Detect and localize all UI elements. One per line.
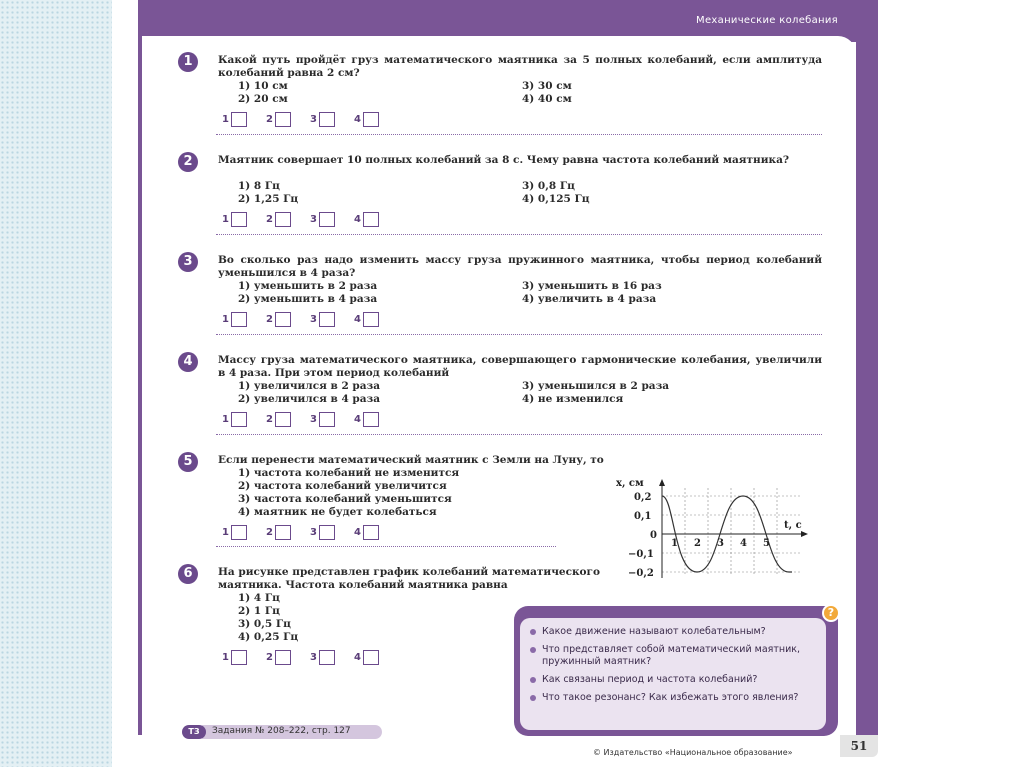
publisher-credit: © Издательство «Национальное образование» <box>593 748 793 757</box>
question-text: Во сколько раз надо изменить массу груза пружинного маятника, чтобы период колебаний уменьшился в 4 раза? <box>218 254 822 279</box>
x-axis-label: t, с <box>784 520 802 531</box>
question-number: 6 <box>178 564 198 584</box>
bullet-icon <box>530 677 536 683</box>
option-1: 1) увеличился в 2 раза <box>238 380 381 392</box>
bullet-icon <box>530 629 536 635</box>
question-text: Если перенести математический маятник с Земли на Луну, то <box>218 454 604 466</box>
bullet-icon <box>530 695 536 701</box>
answer-checkbox[interactable] <box>275 312 291 327</box>
y-tick-label: −0,2 <box>628 568 654 579</box>
review-question: Что представляет собой математический маятник, пружинный маятник? <box>542 644 822 668</box>
option-2: 2) 20 см <box>238 93 288 105</box>
answer-checkbox[interactable] <box>363 650 379 665</box>
option-1: 1) частота колебаний не изменится <box>238 467 460 479</box>
question-divider <box>216 334 822 335</box>
option-1: 1) 4 Гц <box>238 592 280 604</box>
y-tick-label: 0,1 <box>634 511 652 522</box>
question-number: 4 <box>178 352 198 372</box>
workbook-page <box>138 0 878 767</box>
answer-checkbox[interactable] <box>319 650 335 665</box>
x-axis-arrow <box>801 531 808 537</box>
option-3: 3) уменьшился в 2 раза <box>522 380 670 392</box>
option-1: 1) 8 Гц <box>238 180 280 192</box>
question-divider <box>216 234 822 235</box>
x-tick-label: 2 <box>694 538 701 549</box>
question-text: Маятник совершает 10 полных колебаний за 8 с. Чему равна частота колебаний маятника? <box>218 154 790 166</box>
tasks-badge: ТЗ <box>182 725 206 739</box>
review-questions-panel <box>514 606 838 736</box>
page-content: 1 Какой путь пройдёт груз математического маятника за 5 полных колебаний, если амплитуда колебаний равна 2 см? 1) 10 см 2) 20 см 3) 30 см 4) 40 см 1 2 3 4 2 Маятник совершает 10 полных колебаний за 8 с. Чему равна частота колебаний маятника? 1) 8 Гц 2) 1,25 Гц 3) 0,8 Гц 4) 0,125 Гц 1 2 3 4 3 Во сколько раз надо изменить массу груза пружинного маятника, чтобы период колебаний уменьшился в 4 раза? 1) уменьшить в 2 раза 2) уменьшить в 4 раза 3) уменьшить в 16 раз 4) увеличить в 4 раза 1 2 3 4 4 Массу груза математического маятника, совершающего гармонические колебания, увеличили в 4 раза. При этом период колебаний 1) увеличился в 2 раза 2) увеличился в 4 раза 3) уменьшился в 2 раза 4) не изменился 1 2 3 4 5 Если перенести математический маятник с Земли на Луну, то 1) частота колебаний не изменится 2) частота колебаний увеличится 3) частота колебаний уменьшится 4) маятник не будет колебаться 1 2 3 4 6 На рисунке представлен график колебаний математического маятника. Частота колебаний маятника равна 1) 4 Гц 2) 1 Гц 3) 0,5 Гц 4) 0,25 Гц 1 2 3 4 x, см t, с 0,2 0,1 0 −0,1 −0,2 1 2 3 4 5 ? Какое движение называют колебательным? Что представляет собой математический маятник, пружинный маятник? Как связаны период и частота колебаний? Что такое резонанс? Как избежать этого явления? ТЗ Задания № 208–222, стр. 127 <box>142 36 856 735</box>
graph-grid <box>662 488 802 576</box>
option-2: 2) уменьшить в 4 раза <box>238 293 378 305</box>
option-4: 4) маятник не будет колебаться <box>238 506 437 518</box>
y-tick-label: −0,1 <box>628 549 654 560</box>
x-tick-label: 1 <box>671 538 678 549</box>
answer-checkbox[interactable] <box>231 312 247 327</box>
option-4: 4) 0,25 Гц <box>238 631 299 643</box>
page-frame-right <box>856 0 878 735</box>
answer-checkbox[interactable] <box>319 525 335 540</box>
answer-checkbox[interactable] <box>275 412 291 427</box>
option-1: 1) 10 см <box>238 80 288 92</box>
answer-checkbox[interactable] <box>319 412 335 427</box>
answer-checkbox[interactable] <box>275 525 291 540</box>
option-2: 2) 1,25 Гц <box>238 193 299 205</box>
page-number: 51 <box>840 735 878 757</box>
page-header-title: Механические колебания <box>696 15 838 26</box>
question-divider <box>216 546 556 547</box>
option-4: 4) увеличить в 4 раза <box>522 293 657 305</box>
oscillation-graph <box>612 476 812 591</box>
option-1: 1) уменьшить в 2 раза <box>238 280 378 292</box>
option-4: 4) не изменился <box>522 393 624 405</box>
y-axis-label: x, см <box>616 478 644 489</box>
question-text: Массу груза математического маятника, совершающего гармонические колебания, увеличили в 4 раза. При этом период колебаний <box>218 354 822 379</box>
answer-checkbox[interactable] <box>319 212 335 227</box>
answer-checkbox[interactable] <box>275 650 291 665</box>
question-mark-icon: ? <box>822 604 840 622</box>
decorative-background-strip <box>0 0 112 767</box>
option-4: 4) 0,125 Гц <box>522 193 590 205</box>
question-number: 2 <box>178 152 198 172</box>
x-tick-label: 3 <box>717 538 724 549</box>
answer-checkbox[interactable] <box>231 525 247 540</box>
review-question: Какое движение называют колебательным? <box>542 626 822 638</box>
option-2: 2) частота колебаний увеличится <box>238 480 447 492</box>
option-3: 3) 0,5 Гц <box>238 618 291 630</box>
question-number: 3 <box>178 252 198 272</box>
option-3: 3) частота колебаний уменьшится <box>238 493 452 505</box>
option-2: 2) увеличился в 4 раза <box>238 393 381 405</box>
answer-checkbox[interactable] <box>363 412 379 427</box>
option-4: 4) 40 см <box>522 93 572 105</box>
answer-checkbox[interactable] <box>363 212 379 227</box>
question-number: 5 <box>178 452 198 472</box>
answer-checkbox[interactable] <box>363 525 379 540</box>
answer-checkbox[interactable] <box>319 112 335 127</box>
question-text: На рисунке представлен график колебаний математического маятника. Частота колебаний маятника равна <box>218 566 600 591</box>
review-question: Как связаны период и частота колебаний? <box>542 674 822 686</box>
y-axis-arrow <box>659 479 665 486</box>
question-number: 1 <box>178 52 198 72</box>
question-divider <box>216 434 822 435</box>
answer-checkbox[interactable] <box>231 412 247 427</box>
x-tick-label: 4 <box>740 538 747 549</box>
x-tick-label: 5 <box>763 538 770 549</box>
option-2: 2) 1 Гц <box>238 605 280 617</box>
answer-checkbox[interactable] <box>231 650 247 665</box>
option-3: 3) уменьшить в 16 раз <box>522 280 662 292</box>
bullet-icon <box>530 647 536 653</box>
answer-checkbox[interactable] <box>363 112 379 127</box>
tasks-text: Задания № 208–222, стр. 127 <box>212 726 351 736</box>
y-tick-label: 0 <box>650 530 657 541</box>
y-tick-label: 0,2 <box>634 492 652 503</box>
answer-checkbox[interactable] <box>319 312 335 327</box>
answer-checkbox[interactable] <box>275 212 291 227</box>
review-question: Что такое резонанс? Как избежать этого явления? <box>542 692 822 704</box>
option-3: 3) 0,8 Гц <box>522 180 575 192</box>
answer-checkbox[interactable] <box>231 112 247 127</box>
answer-checkbox[interactable] <box>231 212 247 227</box>
answer-checkbox[interactable] <box>275 112 291 127</box>
question-divider <box>216 134 822 135</box>
answer-checkbox[interactable] <box>363 312 379 327</box>
option-3: 3) 30 см <box>522 80 572 92</box>
review-questions-list <box>520 618 826 730</box>
question-text: Какой путь пройдёт груз математического маятника за 5 полных колебаний, если амплитуда колебаний равна 2 см? <box>218 54 822 79</box>
